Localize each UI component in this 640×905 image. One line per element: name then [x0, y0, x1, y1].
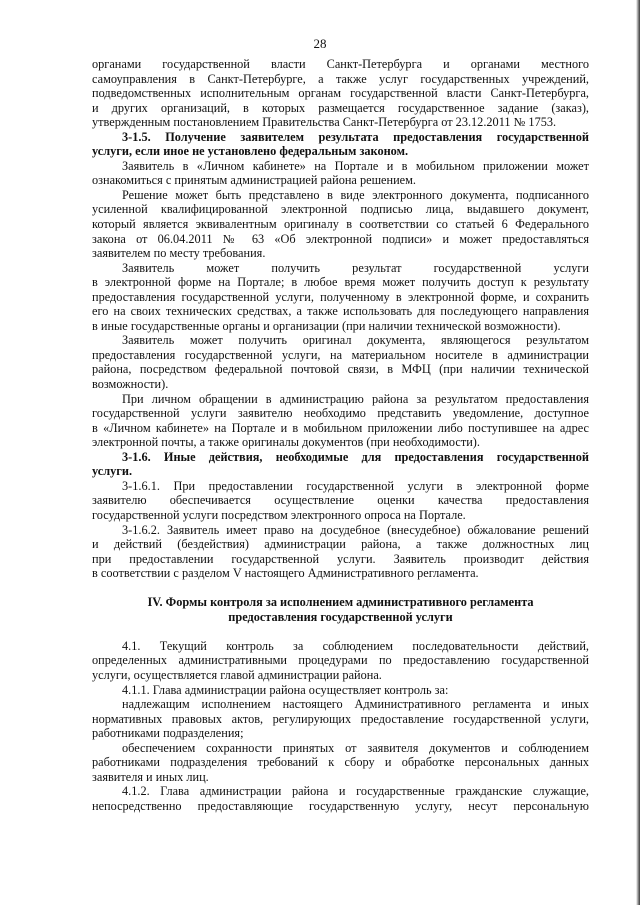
text-line: Заявитель может получить оригинал документа, являющегося результатом	[122, 333, 589, 348]
subsection-heading-line: 3-1.5. Получение заявителем результата предоставления государственной	[122, 129, 589, 144]
section-heading-line: предоставления государственной услуги	[228, 609, 453, 624]
text-line: самоуправления в Санкт-Петербурге, а также услуг государственных учреждений,	[92, 71, 589, 86]
text-line: государственной услуги посредством электронного опроса на Портале.	[92, 507, 466, 522]
text-line: района, посредством федеральной почтовой связи, в МФЦ (при наличии технической	[92, 362, 589, 377]
subsection-heading-line: услуги.	[92, 464, 133, 479]
text-line: усиленной квалифицированной электронной подписью лица, выдавшего документ,	[92, 202, 589, 217]
text-line: 4.1. Текущий контроль за соблюдением последовательности действий,	[122, 638, 589, 653]
text-line: услуги, осуществляется главой администрации района.	[92, 667, 382, 682]
text-line: заявителем по месту требования.	[92, 246, 266, 261]
page-number: 28	[313, 36, 327, 51]
text-line: 3-1.6.1. При предоставлении государственной услуги в электронной форме	[122, 478, 589, 493]
text-line: возможности).	[92, 377, 169, 392]
section-heading-line: IV. Формы контроля за исполнением административного регламента	[147, 595, 534, 610]
subsection-heading-line: 3-1.6. Иные действия, необходимые для предоставления государственной	[122, 449, 589, 464]
blank-line	[92, 624, 589, 639]
text-line: электронной почты, а также оригиналы документов (при необходимости).	[92, 435, 480, 450]
subsection-heading-line: услуги, если иное не установлено федеральным законом.	[92, 144, 409, 159]
text-line: в «Личном кабинете» на Портале и в мобильном приложении либо поступившее на адрес	[92, 420, 589, 435]
text-line: государственной услуги заявителю необходимо представить уведомление, доступное	[92, 406, 589, 421]
text-line: в соответствии с разделом V настоящего Административного регламента.	[92, 566, 479, 581]
text-line: работниками подразделения требований к сбору и обработке персональных данных	[92, 755, 589, 770]
text-line: который является эквивалентным оригиналу в соответствии со статьей 6 Федерального	[92, 217, 589, 232]
document-body	[92, 57, 589, 813]
text-line: При личном обращении в администрацию района за результатом предоставления	[122, 391, 589, 406]
text-line: нормативных правовых актов, регулирующих предоставление государственной услуги,	[92, 711, 589, 726]
text-line: 4.1.1. Глава администрации района осуществляет контроль за:	[122, 682, 449, 697]
text-line: заявителя и иных лиц.	[92, 769, 209, 784]
text-line: ознакомиться с принятым администрацией района решением.	[92, 173, 416, 188]
text-line: предоставления государственной услуги, на материальном носителе в администрации	[92, 347, 589, 362]
text-line: закона от 06.04.2011 № 63 «Об электронной подписи» и может предоставляться	[92, 231, 589, 246]
text-line: органами государственной власти Санкт-Петербурга и органами местного	[92, 57, 589, 71]
text-line: непосредственно предоставляющие государственную услугу, несут персональную	[92, 798, 589, 813]
text-line: обеспечением сохранности принятых от заявителя документов и соблюдением	[122, 740, 589, 755]
text-line: работниками подразделения;	[92, 726, 244, 741]
text-line: в иные государственные органы и организации (при наличии технической возможности).	[92, 318, 561, 333]
text-line: Заявитель в «Личном кабинете» на Портале и в мобильном приложении может	[122, 158, 589, 173]
text-line: Заявитель может получить результат государственной услуги	[122, 260, 589, 275]
text-line: подведомственных исполнительным органам государственной власти Санкт-Петербурга,	[92, 86, 589, 101]
text-line: 4.1.2. Глава администрации района и государственные гражданские служащие,	[122, 784, 589, 799]
text-line: и других организаций, в которых размещается государственное задание (заказ),	[92, 100, 589, 115]
text-line: Решение может быть представлено в виде электронного документа, подписанного	[122, 187, 589, 202]
text-line: при предоставлении государственной услуги. Заявитель производит действия	[92, 551, 589, 566]
text-line: утвержденным постановлением Правительства Санкт-Петербурга от 23.12.2011 № 1753.	[92, 115, 557, 130]
text-line: в электронной форме на Портале; в любое время может получить доступ к результату	[92, 275, 589, 290]
text-line: определенных административными процедурами по предоставлению государственной	[92, 653, 589, 668]
text-line: надлежащим исполнением настоящего Административного регламента и иных	[122, 697, 589, 712]
blank-line	[92, 581, 589, 596]
text-line: предоставления государственной услуги, полученному в электронной форме, и сохранить	[92, 289, 589, 304]
text-line: заявителю обеспечивается осуществление оценки качества предоставления	[92, 493, 589, 508]
scan-edge-shadow	[636, 0, 640, 905]
text-line: его на своих технических средствах, а также использовать для последующего направления	[92, 304, 589, 319]
text-line: 3-1.6.2. Заявитель имеет право на досудебное (внесудебное) обжалование решений	[122, 522, 589, 537]
text-line: и действий (бездействия) администрации района, а также должностных лиц	[92, 537, 589, 552]
